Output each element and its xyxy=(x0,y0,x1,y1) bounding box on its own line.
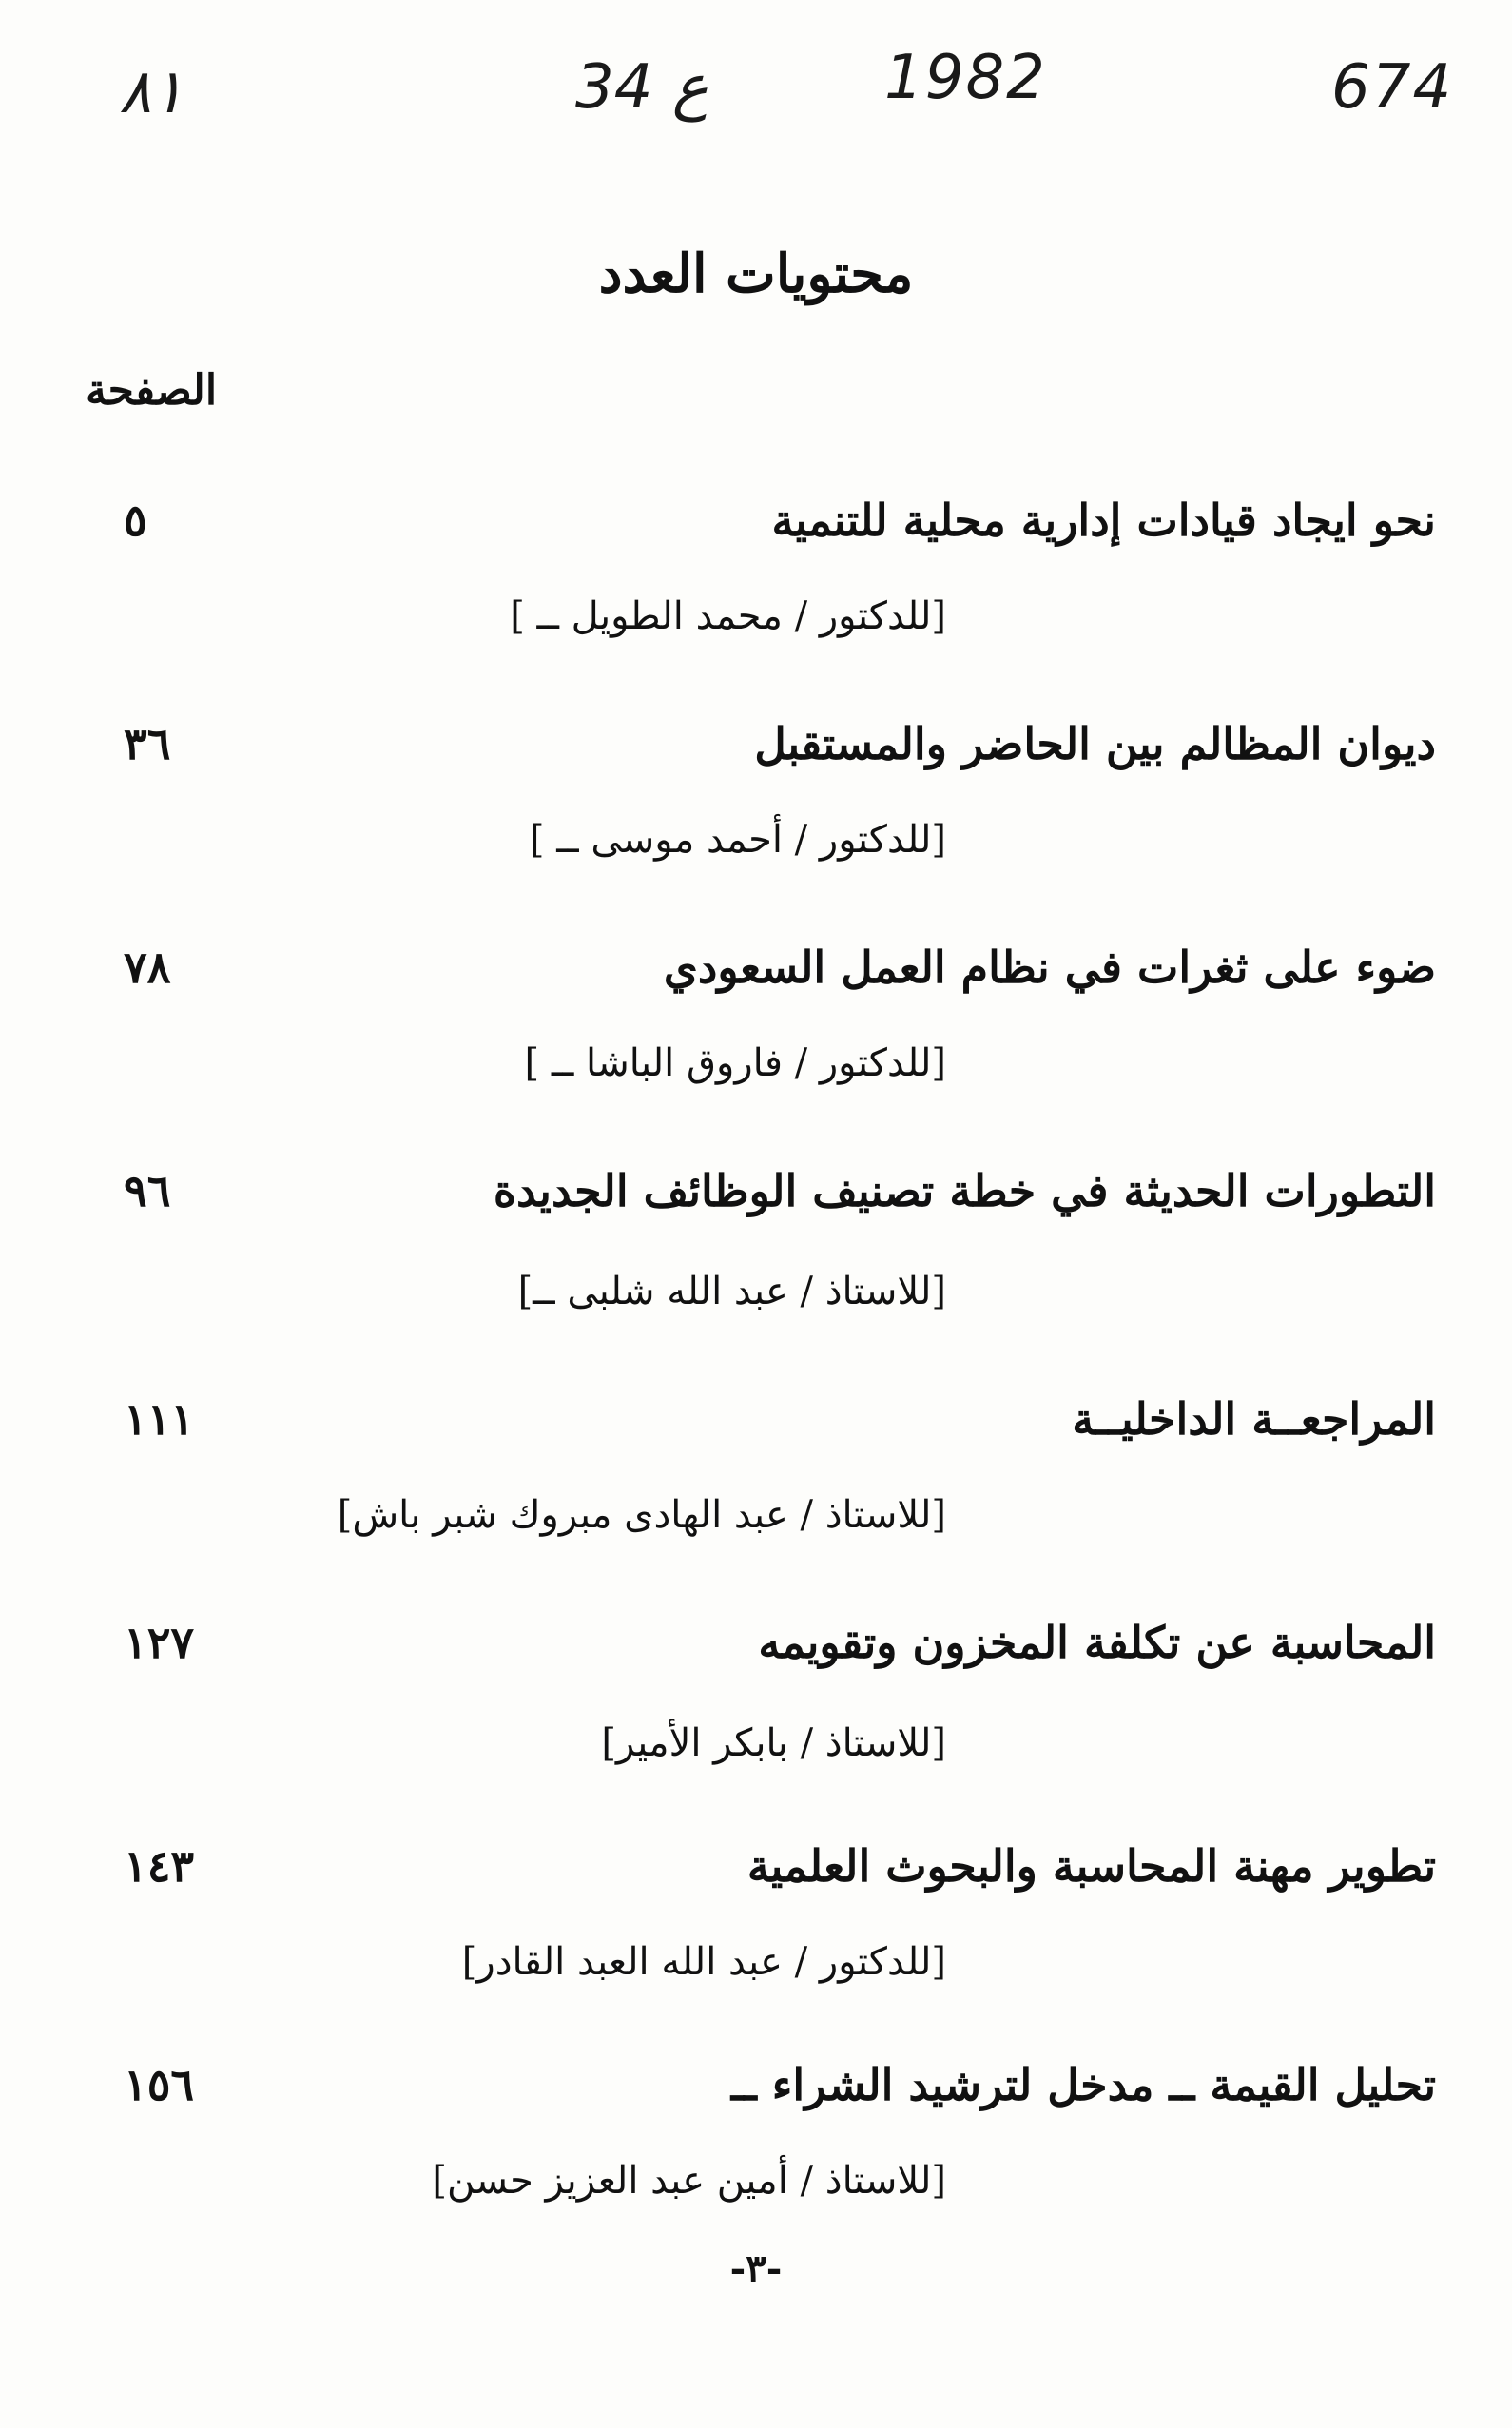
toc-entry-page: ١١١ xyxy=(124,1393,195,1445)
toc-entry-title: تطوير مهنة المحاسبة والبحوث العلمية xyxy=(746,1840,1436,1892)
toc-entry-title: ضوء على ثغرات في نظام العمل السعودي xyxy=(663,942,1436,993)
handwritten-note-left: ٨١ xyxy=(119,57,184,127)
toc-entry-author: [للدكتور / أحمد موسى ــ ] xyxy=(529,818,946,862)
toc-entry-title: تحليل القيمة ــ مدخل لترشيد الشراء ــ xyxy=(730,2059,1436,2110)
toc-entry-author: [للدكتور / عبد الله العبد القادر] xyxy=(461,1940,946,1984)
toc-entry-page: ٣٦ xyxy=(124,718,171,769)
toc-entry-title: المحاسبة عن تكلفة المخزون وتقويمه xyxy=(758,1617,1436,1668)
toc-entry-author: [للدكتور / فاروق الباشا ــ ] xyxy=(524,1041,946,1085)
handwritten-note-right: 674 xyxy=(1331,52,1454,123)
toc-entry-title: نحو ايجاد قيادات إدارية محلية للتنمية xyxy=(771,495,1436,546)
toc-entry-page: ١٥٦ xyxy=(124,2059,195,2110)
toc-entry-page: ١٤٣ xyxy=(124,1840,195,1892)
toc-entry-author: [للدكتور / محمد الطويل ــ ] xyxy=(510,594,946,638)
toc-entry-page: ٩٦ xyxy=(124,1165,171,1216)
toc-entry-title: ديوان المظالم بين الحاضر والمستقبل xyxy=(754,718,1436,769)
toc-entry-author: [للاستاذ / عبد الهادى مبروك شبر باش] xyxy=(337,1493,946,1537)
handwritten-volume: 34 ع xyxy=(575,52,708,123)
page-column-header: الصفحة xyxy=(86,366,218,415)
page-title: محتويات العدد xyxy=(598,243,914,305)
toc-entry-author: [للاستاذ / عبد الله شلبى ــ] xyxy=(517,1270,946,1313)
toc-entry-page: ٧٨ xyxy=(124,942,171,993)
footer-page-number: -٣- xyxy=(729,2246,783,2291)
handwritten-year: 1982 xyxy=(884,43,1047,113)
toc-entry-title: المراجعــة الداخليــة xyxy=(1072,1393,1436,1445)
toc-entry-author: [للاستاذ / بابكر الأمير] xyxy=(601,1721,946,1765)
toc-entry-author: [للاستاذ / أمين عبد العزيز حسن] xyxy=(432,2159,946,2203)
toc-entry-page: ١٢٧ xyxy=(124,1617,195,1668)
toc-entry-title: التطورات الحديثة في خطة تصنيف الوظائف الجديدة xyxy=(493,1165,1436,1216)
toc-entry-page: ٥ xyxy=(124,495,147,546)
